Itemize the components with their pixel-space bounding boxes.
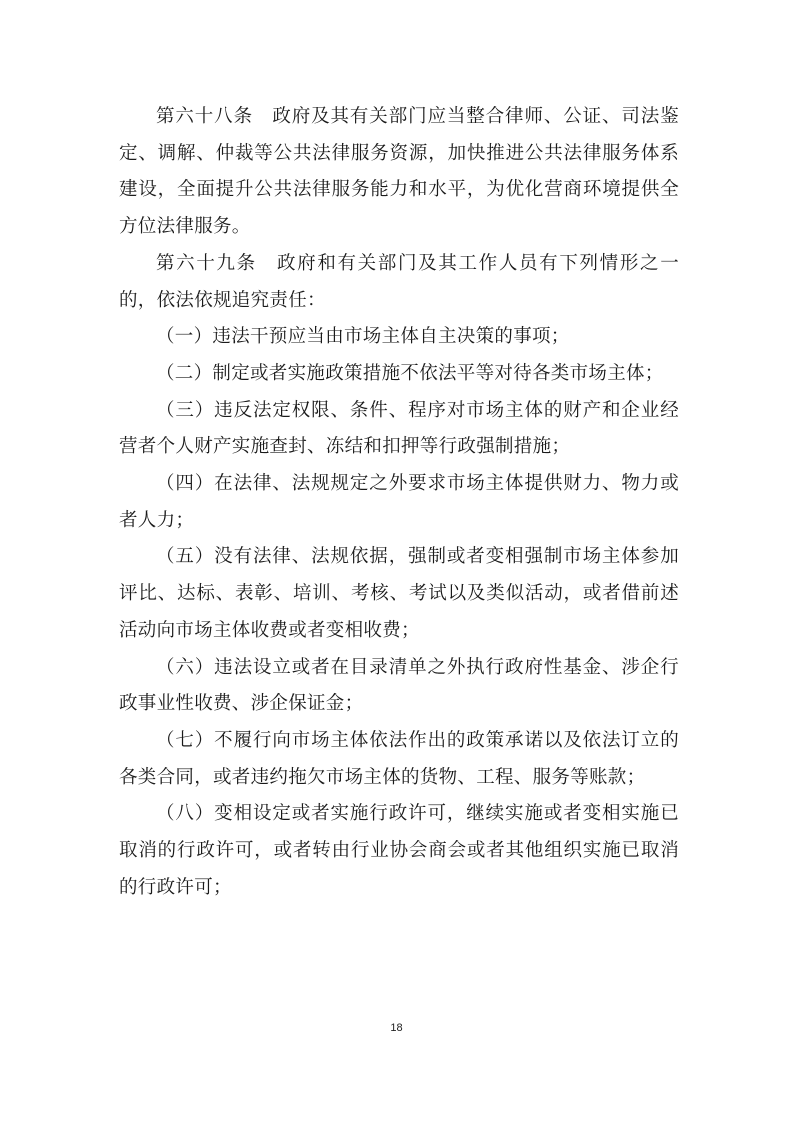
list-item-6: （六）违法设立或者在目录清单之外执行政府性基金、涉企行政事业性收费、涉企保证金； [119, 656, 679, 715]
list-item-1: （一）违法干预应当由市场主体自主决策的事项； [156, 326, 570, 348]
article-68-paragraph: 第六十八条 政府及其有关部门应当整合律师、公证、司法鉴定、调解、仲裁等公共法律服务资源，加快推进公共法律服务体系建设，全面提升公共法律服务能力和水平，为优化营商环境提供全方位法律服务。 [119, 106, 679, 238]
page-number: 18 [390, 1022, 403, 1034]
list-item-7: （七）不履行向市场主体依法作出的政策承诺以及依法订立的各类合同，或者违约拖欠市场主体的货物、工程、服务等账款； [119, 729, 679, 788]
list-item-4: （四）在法律、法规规定之外要求市场主体提供财力、物力或者人力； [119, 473, 679, 531]
list-item-5: （五）没有法律、法规依据，强制或者变相强制市场主体参加评比、达标、表彰、培训、考核、考试以及类似活动，或者借前述活动向市场主体收费或者变相收费； [119, 546, 679, 641]
list-item-3: （三）违反法定权限、条件、程序对市场主体的财产和企业经营者个人财产实施查封、冻结和扣押等行政强制措施； [119, 399, 679, 458]
document-body [119, 99, 679, 906]
list-item-2: （二）制定或者实施政策措施不依法平等对待各类市场主体； [156, 362, 664, 384]
list-item-8: （八）变相设定或者实施行政许可，继续实施或者变相实施已取消的行政许可，或者转由行业协会商会或者其他组织实施已取消的行政许可； [119, 803, 679, 898]
article-69-paragraph: 第六十九条 政府和有关部门及其工作人员有下列情形之一的，依法依规追究责任： [119, 252, 679, 311]
